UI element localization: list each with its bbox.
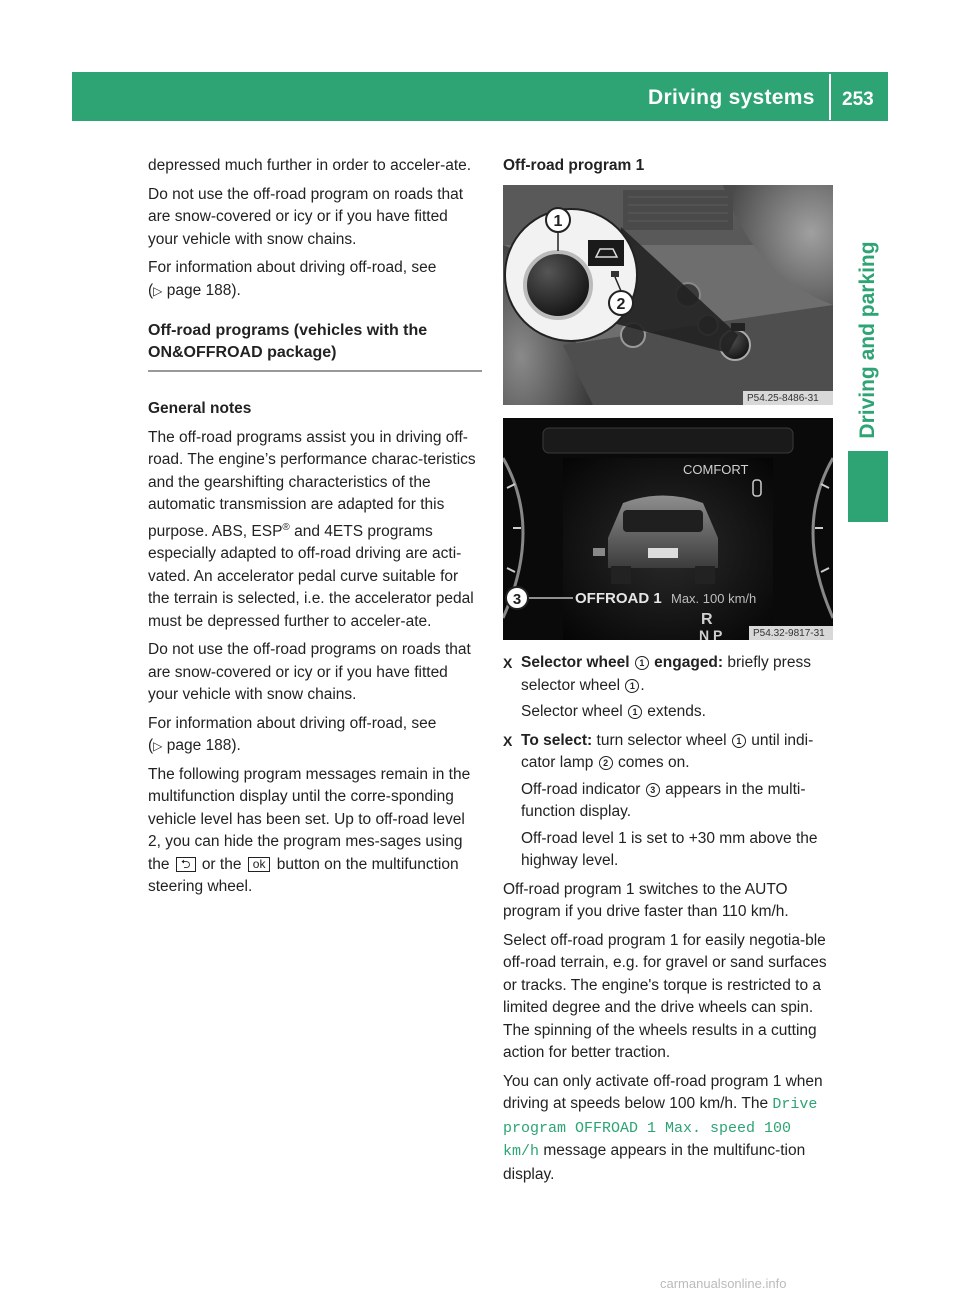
step-continuation	[521, 779, 835, 824]
paragraph: Select off-road program 1 for easily negotia-ble off-road terrain, e.g. for gravel or sand surfaces or tracks. The engine's torque is restricted to a limited degree and the drive wheels can spin. The spinning of the wheels results in a cutting action for better traction.	[503, 931, 827, 1061]
display-comfort: COMFORT	[683, 462, 749, 477]
instruction-step: X Selector wheel 1 engaged: briefly press selector wheel 1 . Selector wheel 1 extends.	[503, 652, 835, 724]
header-divider	[829, 74, 831, 120]
callout-3: 3	[512, 591, 522, 608]
callout-ref-2: 2	[599, 756, 613, 770]
figure-multifunction-display	[503, 418, 833, 640]
display-gear-r: R	[701, 611, 713, 628]
instruction-step	[503, 730, 835, 873]
paragraph: Do not use the off-road programs on roads that are snow-covered or icy or if you have fitted your vehicle with snow chains.	[148, 641, 471, 704]
paragraph	[148, 427, 482, 634]
ok-button-icon: ok	[248, 857, 271, 872]
paragraph-text: The following program messages remain in the multifunction display until the corre-sponding vehicle level has been set. Up to off-road level 2, you can hide the program mes-sages using the	[148, 765, 471, 873]
display-max-speed: Max. 100 km/h	[671, 591, 757, 606]
display-offroad-indicator: OFFROAD 1	[575, 590, 662, 607]
step-arrow-icon: X	[503, 732, 513, 749]
paragraph: depressed much further in order to acceler-ate.	[148, 157, 472, 174]
right-column-instructions	[503, 652, 835, 1192]
footer-watermark: carmanualsonline.info	[660, 1276, 787, 1291]
chapter-tab-label: Driving and parking	[856, 241, 879, 439]
paragraph-text: message appears in the multifunc-tion display.	[503, 1142, 806, 1183]
callout-ref-1: 1	[628, 705, 642, 719]
step-label: To select:	[521, 731, 593, 749]
multifunction-display-photo	[503, 418, 833, 640]
paragraph-text: For information about driving off-road, see	[148, 714, 437, 732]
paragraph-text: and 4ETS programs especially adapted to off-road driving are acti-vated. An accelerator pedal curve suitable for the terrain is selected, i.e. the accelerator pedal must be depressed further to acceler-ate.	[148, 522, 474, 630]
section-rule	[148, 370, 482, 372]
page-ref-arrow-icon: ▷	[153, 739, 163, 754]
callout-2: 2	[616, 296, 626, 313]
page-number: 253	[842, 89, 874, 110]
paragraph: Off-road program 1 switches to the AUTO program if you drive faster than 110 km/h.	[503, 880, 789, 920]
paragraph-text: You can only activate off-road program 1 when driving at speeds below 100 km/h. The	[503, 1072, 823, 1112]
page-ref-link[interactable]: page 188).	[166, 281, 241, 299]
figure-code: P54.25-8486-31	[747, 393, 819, 404]
callout-ref-1: 1	[625, 679, 639, 693]
step-arrow-icon: X	[503, 655, 513, 671]
right-column-top	[503, 155, 835, 188]
step-continuation: Off-road level 1 is set to +30 mm above the highway level.	[521, 829, 818, 869]
display-gear-np: N P	[699, 627, 723, 640]
figure-code: P54.32-9817-31	[753, 628, 825, 639]
step-continuation	[521, 701, 835, 724]
step-text: briefly press selector wheel	[521, 654, 811, 694]
step-label: Selector wheel	[521, 654, 630, 671]
callout-ref-1: 1	[732, 734, 746, 748]
step-text: until indi-cator lamp	[521, 731, 814, 771]
step-text: turn selector wheel	[596, 731, 727, 749]
paragraph	[148, 764, 482, 899]
page-ref-link[interactable]: page 188).	[166, 737, 241, 755]
paragraph	[503, 1071, 835, 1187]
paragraph: Do not use the off-road program on roads that are snow-covered or icy or if you have fitted your vehicle with snow chains.	[148, 185, 464, 248]
chapter-tab-marker	[848, 451, 888, 522]
step-text: extends.	[647, 703, 706, 720]
step-text: comes on.	[618, 754, 690, 771]
display-message: Drive program OFFROAD 1 Max. speed 100 km/h	[503, 1096, 818, 1160]
paragraph-text: The off-road programs assist you in driving off-road. The engine’s performance charac-teristics and the gearshifting characteristics of the automatic transmission are adapted for this purpose. ABS, ESP	[148, 428, 476, 540]
figure-selector-wheel	[503, 185, 833, 405]
back-button-icon: ⮌	[176, 857, 196, 872]
paragraph: For information about driving off-road, see (▷ page 188).	[148, 259, 437, 299]
callout-1: 1	[553, 213, 563, 230]
registered-mark: ®	[282, 521, 290, 533]
figure-title: Off-road program 1	[503, 157, 645, 174]
page-section-title: Driving systems	[648, 86, 815, 109]
paragraph-text: or the	[201, 855, 242, 873]
page-ref-arrow-icon: ▷	[153, 283, 163, 298]
step-text: Selector wheel	[521, 703, 623, 720]
step-text: appears in the multi-function display.	[521, 780, 806, 820]
paragraph: For information about driving off-road, see (▷ page 188).	[148, 714, 437, 755]
left-column	[148, 155, 482, 905]
section-heading: Off-road programs (vehicles with the ON&OFFROAD package)	[148, 322, 428, 361]
subsection-heading: General notes	[148, 400, 252, 417]
step-text: Off-road indicator	[521, 780, 641, 798]
selector-wheel-photo	[503, 185, 833, 405]
callout-ref-3: 3	[646, 783, 660, 797]
step-label: engaged:	[654, 654, 724, 671]
callout-ref-1: 1	[635, 656, 649, 670]
paragraph-text: button on the multifunction steering wheel.	[148, 855, 459, 896]
paragraph-text: For information about driving off-road, see	[148, 259, 437, 276]
